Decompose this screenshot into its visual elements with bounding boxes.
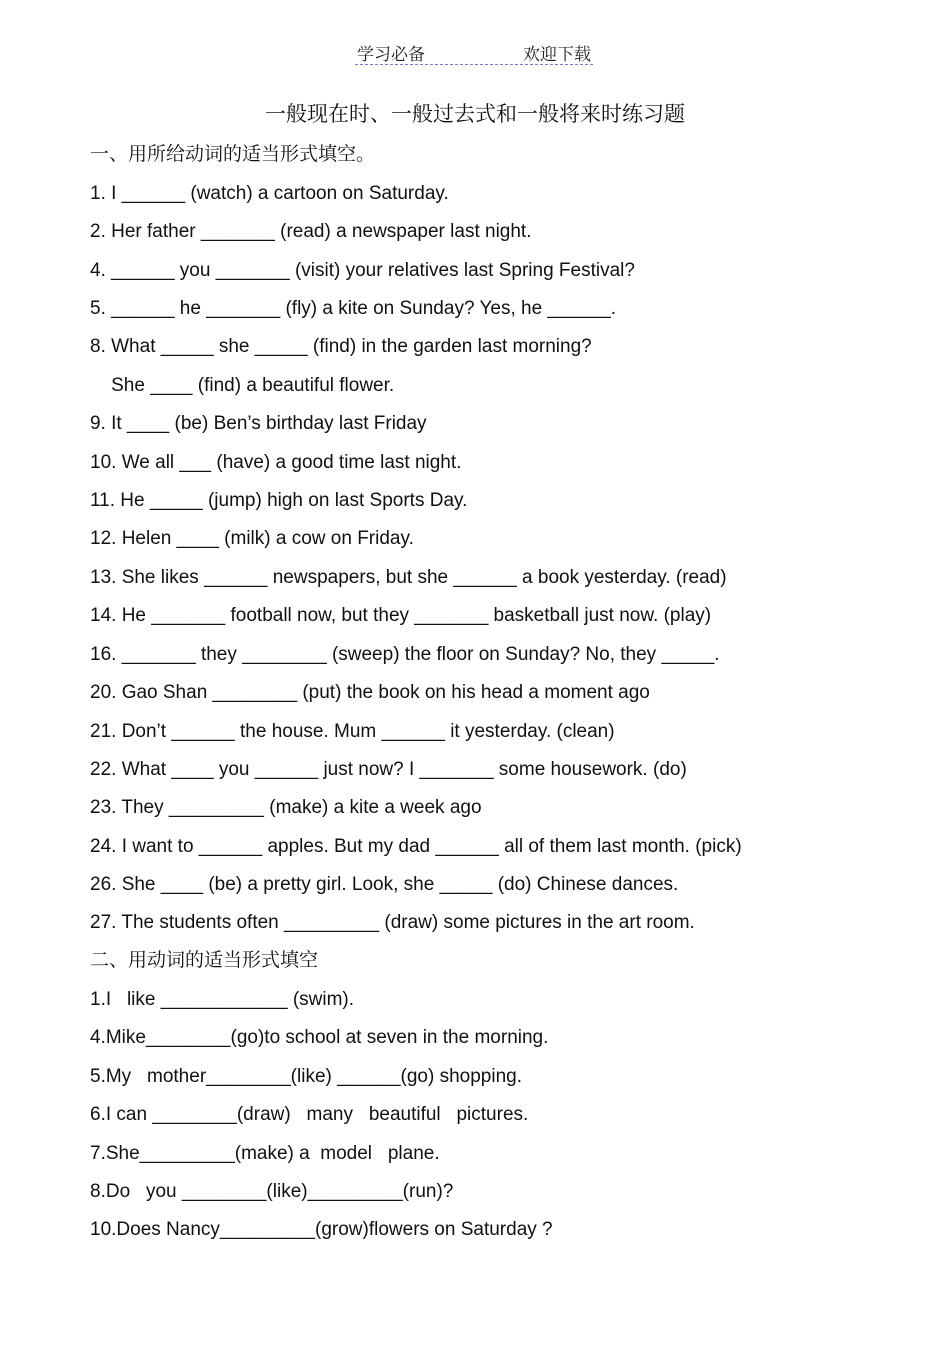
exercise-item: 11. He _____ (jump) high on last Sports Day. bbox=[90, 490, 468, 511]
section-2-heading: 二、用动词的适当形式填空 bbox=[90, 949, 319, 971]
exercise-item: 10.Does Nancy_________(grow)flowers on Saturday ? bbox=[90, 1219, 553, 1240]
exercise-item: 14. He _______ football now, but they _______ basketball just now. (play) bbox=[90, 605, 712, 626]
exercise-item: 13. She likes ______ newspapers, but she ______ a book yesterday. (read) bbox=[90, 567, 727, 588]
exercise-item: 26. She ____ (be) a pretty girl. Look, she _____ (do) Chinese dances. bbox=[90, 874, 679, 895]
exercise-item: 1. I ______ (watch) a cartoon on Saturday. bbox=[90, 183, 449, 204]
section-1-heading: 一、用所给动词的适当形式填空。 bbox=[90, 143, 376, 165]
exercise-item: 22. What ____ you ______ just now? I _______ some housework. (do) bbox=[90, 759, 687, 780]
page-header bbox=[355, 40, 593, 65]
exercise-item: 5. ______ he _______ (fly) a kite on Sunday? Yes, he ______. bbox=[90, 298, 617, 319]
exercise-item: 7.She_________(make) a model plane. bbox=[90, 1143, 440, 1164]
exercise-item: 20. Gao Shan ________ (put) the book on his head a moment ago bbox=[90, 682, 650, 703]
header-left-text: 学习必备 bbox=[357, 45, 425, 65]
exercise-item: She ____ (find) a beautiful flower. bbox=[90, 375, 395, 396]
exercise-item: 4. ______ you _______ (visit) your relatives last Spring Festival? bbox=[90, 260, 635, 281]
exercise-item: 24. I want to ______ apples. But my dad ______ all of them last month. (pick) bbox=[90, 836, 742, 857]
exercise-item: 8.Do you ________(like)_________(run)? bbox=[90, 1181, 454, 1202]
exercise-item: 27. The students often _________ (draw) some pictures in the art room. bbox=[90, 912, 695, 933]
exercise-item: 4.Mike________(go)to school at seven in the morning. bbox=[90, 1027, 549, 1048]
exercise-item: 12. Helen ____ (milk) a cow on Friday. bbox=[90, 528, 414, 549]
exercise-item: 16. _______ they ________ (sweep) the floor on Sunday? No, they _____. bbox=[90, 644, 720, 665]
header-right-text: 欢迎下载 bbox=[523, 45, 591, 65]
exercise-item: 8. What _____ she _____ (find) in the garden last morning? bbox=[90, 336, 592, 357]
exercise-item: 9. It ____ (be) Ben’s birthday last Friday bbox=[90, 413, 427, 434]
exercise-item: 1.I like ____________ (swim). bbox=[90, 989, 355, 1010]
exercise-item: 2. Her father _______ (read) a newspaper last night. bbox=[90, 221, 532, 242]
exercise-item: 23. They _________ (make) a kite a week ago bbox=[90, 797, 482, 818]
exercise-item: 5.My mother________(like) ______(go) shopping. bbox=[90, 1066, 522, 1087]
exercise-item: 10. We all ___ (have) a good time last night. bbox=[90, 452, 462, 473]
page-title: 一般现在时、一般过去式和一般将来时练习题 bbox=[265, 102, 685, 126]
exercise-item: 21. Don’t ______ the house. Mum ______ it yesterday. (clean) bbox=[90, 721, 615, 742]
exercise-item: 6.I can ________(draw) many beautiful pictures. bbox=[90, 1104, 529, 1125]
